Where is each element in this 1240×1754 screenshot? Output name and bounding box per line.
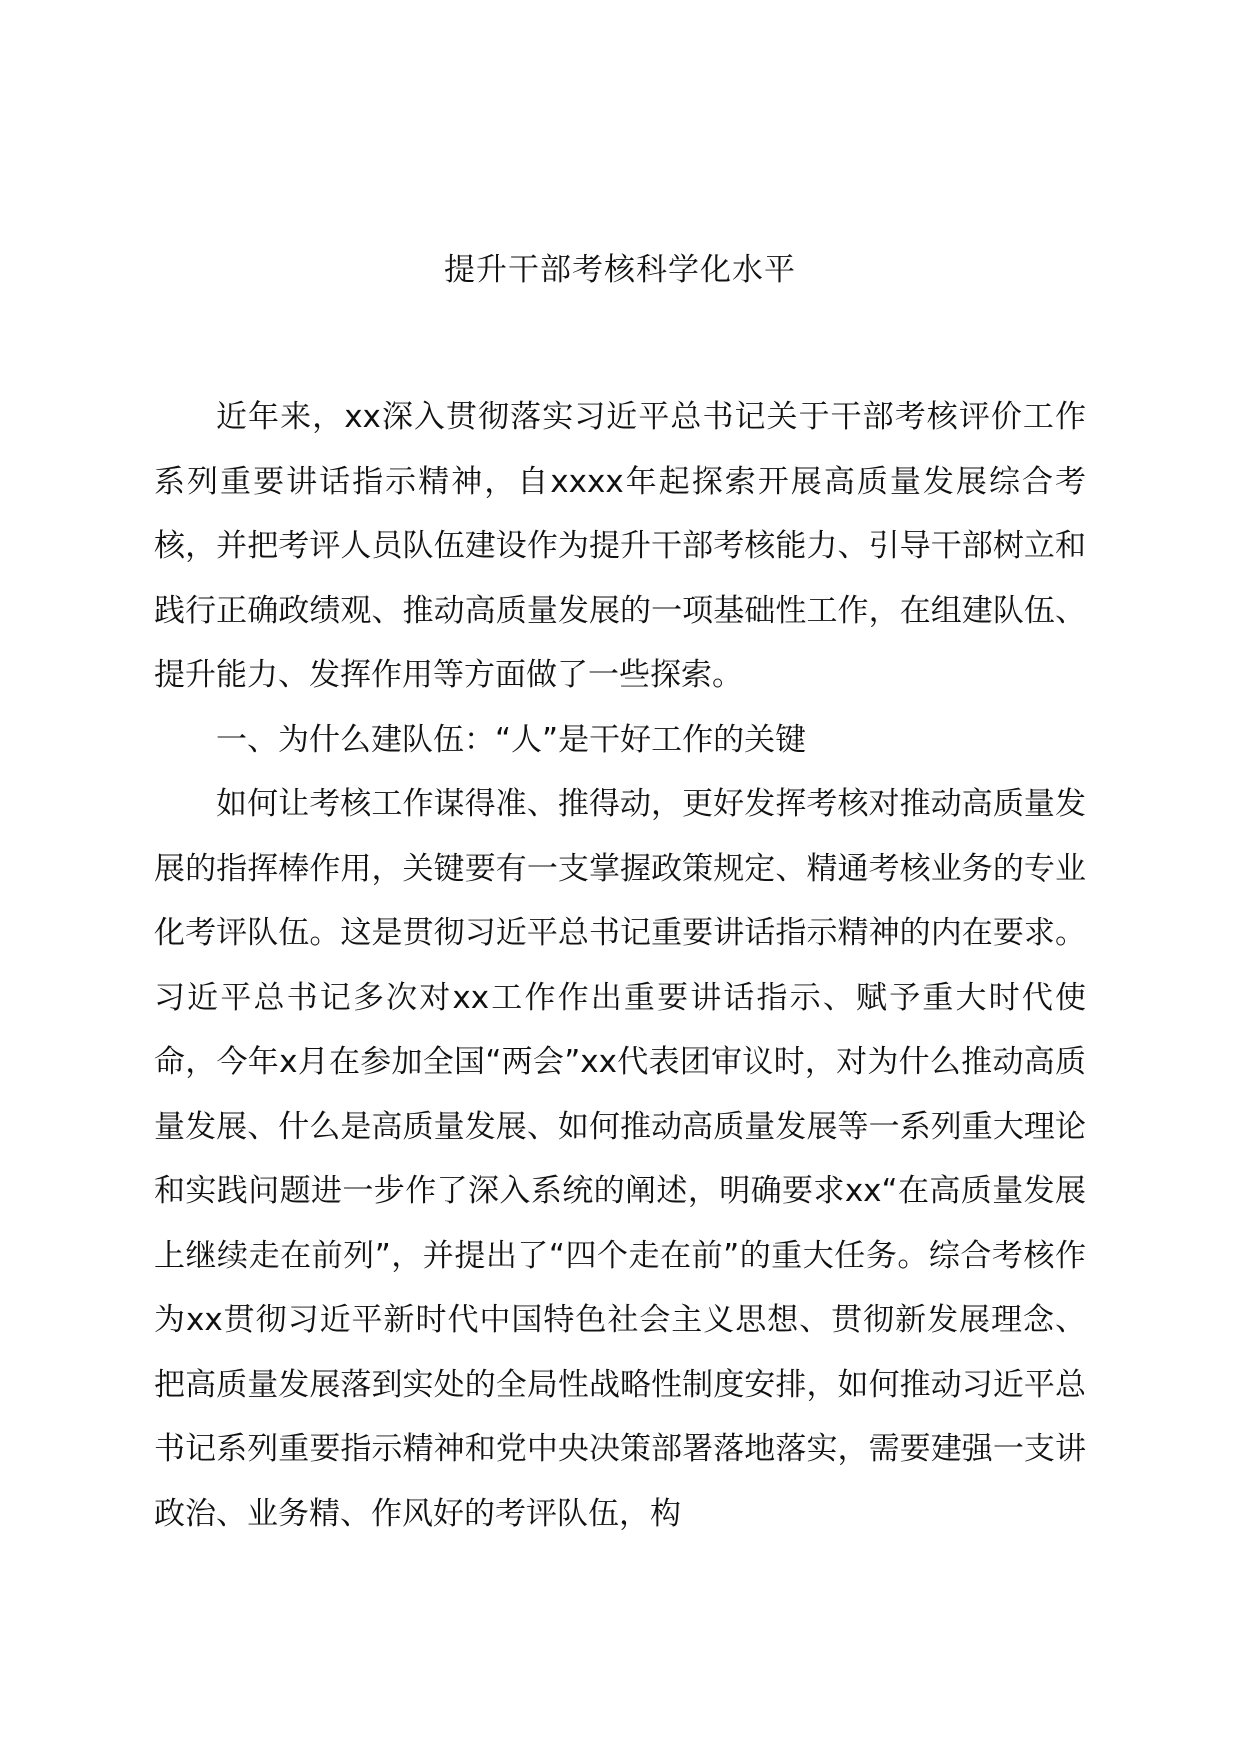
document-body [154, 385, 1086, 1546]
document-title: 提升干部考核科学化水平 [444, 252, 796, 288]
paragraph-section-1: 如何让考核工作谋得准、推得动，更好发挥考核对推动高质量发展的指挥棒作用，关键要有一支掌握政策规定、精通考核业务的专业化考评队伍。这是贯彻习近平总书记重要讲话指示精神的内在要求。习近平总书记多次对xx工作作出重要讲话指示、赋予重大时代使命，今年x月在参加全国“两会”xx代表团审议时，对为什么推动高质量发展、什么是高质量发展、如何推动高质量发展等一系列重大理论和实践问题进一步作了深入系统的阐述，明确要求xx“在高质量发展上继续走在前列”，并提出了“四个走在前”的重大任务。综合考核作为xx贯彻习近平新时代中国特色社会主义思想、贯彻新发展理念、把高质量发展落到实处的全局性战略性制度安排，如何推动习近平总书记系列重要指示精神和党中央决策部署落地落实，需要建强一支讲政治、业务精、作风好的考评队伍，构 [154, 786, 1086, 1532]
section-heading-1: 一、为什么建队伍：“人”是干好工作的关键 [216, 721, 807, 758]
paragraph-intro: 近年来，xx深入贯彻落实习近平总书记关于干部考核评价工作系列重要讲话指示精神，自xxxx年起探索开展高质量发展综合考核，并把考评人员队伍建设作为提升干部考核能力、引导干部树立和践行正确政绩观、推动高质量发展的一项基础性工作，在组建队伍、提升能力、发挥作用等方面做了一些探索。 [154, 399, 1086, 693]
